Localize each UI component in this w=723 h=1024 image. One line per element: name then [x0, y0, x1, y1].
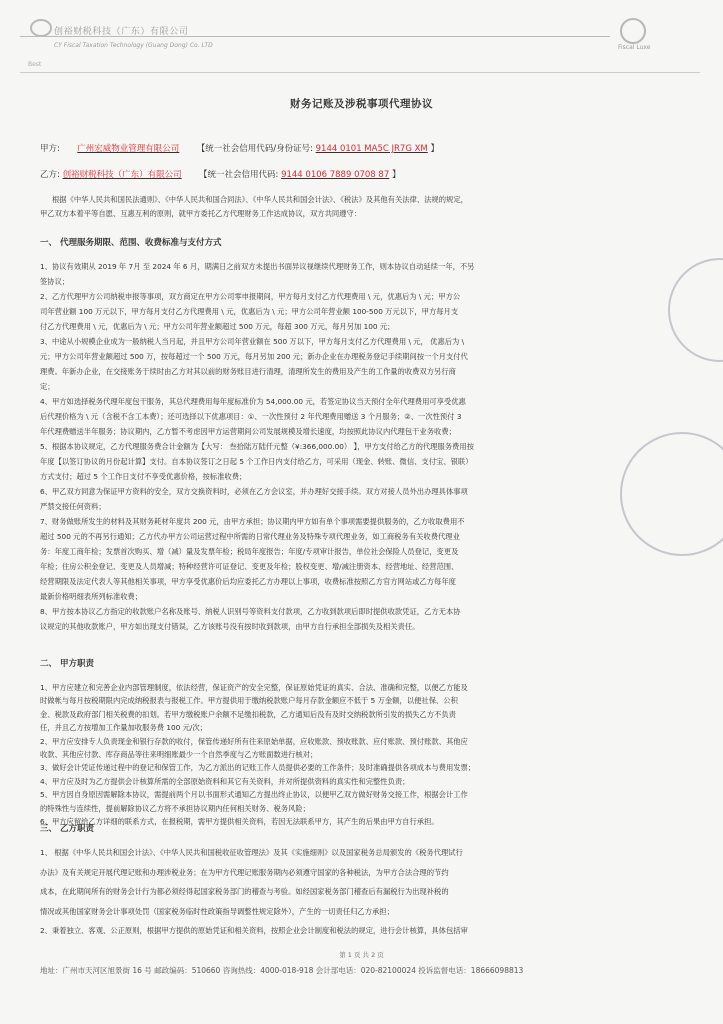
section1-line-7: 元；甲方公司年营业额超过 500 万，按每超过一个 500 万元，每月另加 200 元；新办企业在办理税务登记手续期间按一个月支付代: [40, 352, 468, 361]
section1-line-23: 最新价格明细表所列标准收费；: [40, 592, 143, 601]
section1-line-21: 年检；住房公积金登记、变更及人员增减；特种经营许可证登记、变更及年检；股权变更、增/减注册资本、经营地址、经营范围、: [40, 562, 459, 571]
section2-line-4: 任，并且乙方按增加工作量加收服务费 100 元/次；: [40, 723, 207, 733]
section3-line-4: 情况或其他国家财务会计事项处罚（国家税务临时性政策指导调整性规定除外），产生的一切责任归乙方承担；: [40, 906, 394, 916]
section1-line-13: 5、根据本协议规定，乙方代理服务费合计金额为【大写： 叁拾陆万陆仟元整（¥:366,000.00） 】，甲方支付给乙方的代理服务费用按: [40, 442, 474, 451]
section2-line-9: 5、甲方因自身原因需解除本协议，需提前两个月以书面形式通知乙方提出终止协议，以便甲乙双方做好财务交接工作，根据会计工作: [40, 790, 468, 800]
section2-line-1: 1、甲方应建立和完善企业内部管理制度，依法经营，保证资产的安全完整，保证原始凭证的真实、合法、准确和完整，以便乙方能及: [40, 683, 468, 692]
section1-line-11: 后代理价格为 \ 元（含税不含工本费）；还可选择以下优惠项目：①、一次性预付 2 年代理费用赠送 3 个月服务；②、一次性预付 3: [40, 412, 462, 421]
section1-line-15: 方式支付；超过 5 个工作日支付不享受优惠价格，按标准收费；: [40, 472, 247, 481]
section1-line-17: 严禁交接任何资料；: [40, 502, 106, 511]
party-b-label: 乙方:: [40, 170, 60, 180]
company-seal-stamp: [668, 258, 723, 362]
section2-line-2: 时做帐与每月按税期限内完成纳税报表与报税工作。甲方提供用于缴纳税款账户每月存款金额应不低于 5 万金额，以便社保、公积: [40, 696, 458, 706]
letterhead: [20, 14, 700, 74]
company-seal-stamp-2: [620, 432, 723, 556]
page-number: 第 1 页 共 2 页: [339, 951, 384, 959]
party-a-code-end: 】: [430, 144, 439, 154]
section1-line-4: 司年营业额 100 万元以下，甲方每月支付乙方代理费用 \ 元，优惠后为 \ 元；甲方公司年营业额 100-500 万元以下，甲方每月支: [40, 307, 459, 316]
section1-line-16: 6、甲乙双方同意为保证甲方资料的安全，双方交换资料时，必须在乙方会议室，并办理好交接手续。双方对接人员外出办理具体事项: [40, 487, 468, 496]
section3-line-5: 2、秉着独立、客观、公正原则，根据甲方提供的原始凭证和相关资料，按照企业会计制度和税法的规定，进行会计核算，具体包括审: [40, 926, 468, 936]
letterhead-company-en: CY Fiscal Taxation Technology (Guang Dong) Co. LTD: [54, 42, 213, 49]
section2-line-10: 的特殊性与连续性，提前解除协议乙方将不承担协议期内任何相关财务、税务风险；: [40, 803, 310, 813]
section1-line-8: 理费。年新办企业，在交接账务于续时由乙方对其以前的财务账目进行清理，清理所发生的费用及产生的工作量的收费双方另行商: [40, 367, 456, 376]
section1-line-20: 务：年度工商年检；发票首次购买、增（减）量及发票年检；税局年度报告；年度/专项审计报告，单位社会保险人员登记，变更及: [40, 547, 459, 556]
section1-line-18: 7、财务做账所发生的材料及其财务耗材年度共 200 元，由甲方承担；协议期内甲方如有单个事项需要提供服务的，乙方收取费用不: [40, 517, 465, 526]
section1-line-1: 1、协议有效期从 2019 年 7月 至 2024 年 6 月，期满日之前双方未提出书面异议视继续代理财务工作，则本协议自动延续一年，不另: [40, 262, 475, 271]
section3-line-1: 1、 根据《中华人民共和国会计法》、《中华人民共和国税收征收管理法》及其《实施细则》以及国家税务总局颁发的《税务代理试行: [40, 848, 463, 857]
section1-line-19: 超过 500 元的不再另行通知；乙方代办甲方公司运营过程中所需的日常代理业务及特殊专项代理业务，如工商税务有关收费代理业: [40, 532, 460, 541]
section1-line-5: 付乙方代理费用 \ 元，优惠后为 \ 元；甲方公司年营业额超过 500 万元，每超 300 万元，每月另加 100 元；: [40, 322, 395, 331]
party-a-name: 广州宏威物业管理有限公司: [77, 144, 180, 154]
party-b-code-label: 【统一社会信用代码:: [199, 170, 279, 180]
intro-line-1: 根据《中华人民共和国民法通则》、《中华人民共和国合同法》、《中华人民共和国会计法》、《税法》及其他有关法律、法规的规定，: [52, 195, 468, 204]
intro-line-2: 甲乙双方本着平等自愿、互惠互利的原则，就甲方委托乙方代理财务工作达成协议，双方共同遵守：: [40, 209, 362, 218]
section1-line-24: 8、甲方按本协议乙方指定的收款账户名称及账号、纳税人识别号等资料支付款项，乙方收到款项后即时提供收款凭证，乙方无本协: [40, 607, 461, 616]
section1-line-3: 2、乙方代理甲方公司纳税申报等事项，双方商定在甲方公司零申报期间，甲方每月支付乙方代理费用 \ 元，优惠后为 \ 元；甲方公: [40, 292, 461, 301]
party-b-code: 9144 0106 7889 0708 87: [281, 170, 390, 180]
section3-line-2: 办法》及有关规定开展代理记账和办理涉税业务；在为甲方代理记账服务期内必须遵守国家的各种税法，为甲方合法合理的节约: [40, 867, 449, 877]
section-2-heading: 二、 甲方职责: [40, 659, 94, 669]
section1-line-22: 经营期限及法定代表人等其他相关事项，甲方享受优惠价后均应委托乙方办理以上事项，收费标准按照乙方官方网站或乙方每年度: [40, 577, 456, 586]
letterhead-rule: [20, 36, 610, 37]
party-b-name: 创裕财税科技（广东）有限公司: [62, 170, 182, 180]
party-a-label: 甲方:: [40, 144, 60, 154]
section1-line-10: 4、甲方如选择税务代理年度包干服务，其总代理费用每年度标准价为 54,000.00 元，若签定协议当天预付全年代理费用可享受优惠: [40, 397, 466, 406]
section-1-heading: 一、 代理服务期限、范围、收费标准与支付方式: [40, 238, 222, 248]
letterhead-tag: Best: [28, 61, 42, 68]
fiscal-logo-icon: [620, 18, 646, 44]
section1-line-12: 年代理费赠送半年服务；协议期内，乙方暂不考虑因甲方运营期间公司发展规模及增长速度，均按照此协议内代理包干业务收费；: [40, 427, 456, 436]
section2-line-6: 收款、其他应付款、库存商品等往来明细账最少一个自然季度与乙方账面数进行核对；: [40, 750, 318, 759]
section2-line-11: 6、甲方应留给乙方详细的联系方式，在报税期，需甲方提供相关资料，若因无法联系甲方，其产生的后果由甲方自行承担。: [40, 817, 439, 826]
section1-line-14: 年度【以签订协议的月份起计算】支付。自本协议签订之日起 5 个工作日内支付给乙方，可采用（现金、转账、微信、支付宝、银联）: [40, 457, 473, 466]
section3-line-3: 成本，在此期间所有的财务会计行为都必须经得起国家税务部门的稽查与考验。如经国家税务部门稽查后有漏税行为出现补税的: [40, 887, 449, 897]
party-b-code-end: 】: [391, 170, 401, 180]
footer-contact: 地址：广州市天河区旭景街 16 号 邮政编码：510660 咨询热线：4000-018-918 会计部电话：020-82100024 投诉监督电话：18666098813: [40, 966, 524, 975]
section2-line-8: 4、甲方应及时为乙方提供会计核算所需的全部原始资料和其它有关资料，并对所提供资料的真实性和完整性负责；: [40, 776, 410, 786]
party-a-line: [40, 142, 439, 154]
fiscal-logo-text: Fiscal Luxe: [618, 44, 651, 51]
section1-line-9: 定；: [40, 382, 55, 391]
party-a-code: 9144 0101 MA5C JR7G XM: [315, 144, 428, 154]
section2-line-3: 金、税款及政府部门相关税费的扣划。若甲方缴税账户余额不足缴扣税款，乙方通知后没有及时交纳税款所引发的损失乙方不负责: [40, 709, 456, 719]
section1-line-25: 议规定的其他收款账户，甲方如出现支付错误，乙方该账号没有按时收到款项，由甲方自行承担全部损失及相关责任。: [40, 622, 420, 631]
letterhead-company-cn: 创裕财税科技（广东）有限公司: [54, 27, 189, 37]
company-logo-icon: [30, 19, 52, 37]
section2-line-7: 3、做好会计凭证传递过程中的登记和保管工作，为乙方派出的记账工作人员提供必要的工作条件；及时准确提供各项成本与费用发票；: [40, 763, 476, 773]
letterhead-bottom-rule: [20, 72, 700, 73]
section2-line-5: 2、甲方应安排专人负责现金和银行存款的收付，保管传递好所有往来原始单据，应收账款、预收账款、应付账款、预付账款、其他应: [40, 736, 468, 746]
party-b-line: [40, 168, 400, 180]
section-3-heading: 三、 乙方职责: [40, 824, 94, 834]
section1-line-6: 3、中途从小规模企业成为一般纳税人当月起，并且甲方公司年营业额在 500 万以下，甲方每月支付乙方代理费用 \ 元， 优惠后为 \: [40, 337, 465, 346]
document-title: 财务记账及涉税事项代理协议: [290, 98, 433, 110]
section1-line-2: 签协议；: [40, 277, 70, 286]
party-a-code-label: 【统一社会信用代码/身份证号:: [196, 144, 313, 154]
